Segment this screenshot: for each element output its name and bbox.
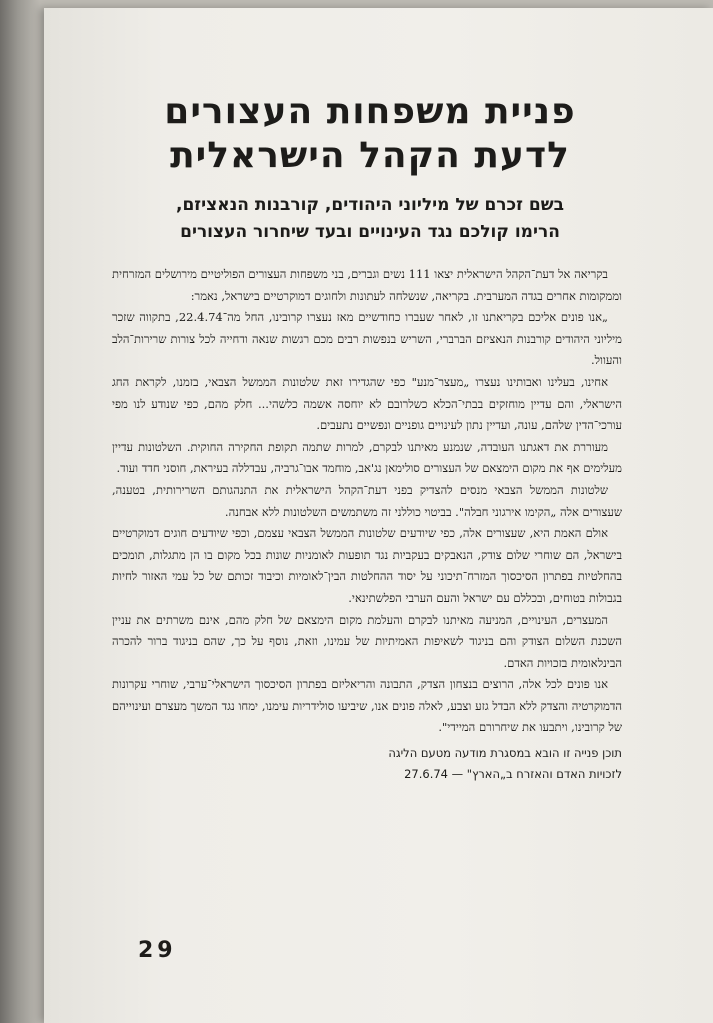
book-page (44, 8, 713, 1023)
paragraph: אחינו, בעלינו ואבותינו נעצרו „מעצר־מנע" כפי שהגדירו זאת שלטונות הממשל הצבאי, בזמנו, לקראת החג הישראלי, והם עדיין מוחזקים בבתי־הכלא כשלרובם לא יוחסה אשמה כלשהי... חלק מהם, כפי שנודע לנו מפי עורכי־הדין שלהם, עונה, ועדיין נתון לעינויים גופניים ונפשיים נתעבים. (112, 374, 622, 433)
subheadline-line: בשם זכרם של מיליוני היהודים, קורבנות הנאציזם, (176, 195, 564, 215)
article (104, 90, 636, 785)
source-note-line: לזכויות האדם והאזרח ב„הארץ" — 27.6.74 (404, 767, 622, 782)
subheadline (104, 192, 636, 246)
page-number: 29 (138, 938, 177, 963)
source-note (104, 743, 636, 785)
paragraph: שלטונות הממשל הצבאי מנסים להצדיק בפני דעת־הקהל הישראלית את התנהגותם השרירותית, בטענה, שעצורים אלה „הקימו אירגוני חבלה". בביטוי כוללני זה משתמשים השלטונות ללא אבחנה. (112, 482, 622, 519)
paragraph: בקריאה אל דעת־הקהל הישראלית יצאו 111 נשים וגברים, בני משפחות העצורים הפוליטיים מירושלים המזרחית וממקומות אחרים בגדה המערבית. בקריאה, שנשלחה לעתונות ולחוגים דמוקרטיים בישראל, נאמר: (112, 267, 622, 303)
source-note-line: תוכן פנייה זו הובא במסגרת מודעה מטעם הליגה (388, 746, 622, 761)
paragraph: אנו פונים לכל אלה, הרוצים בנצחון הצדק, התבונה והריאליזם בפתרון הסיכסוך הישראלי־ערבי, שוחרי עקרונות הדמוקרטיה והצדק ללא הבדל גזע וצבע, לאלה פונים אנו, שיביעו סולידריות עימנו, ימחו נגד המשך מעצרם ועינוייהם של קרובינו, ויתבעו את שיחרורם המיידי". (112, 677, 622, 735)
paragraph: אולם האמת היא, שעצורים אלה, כפי שיודעים שלטונות הממשל הצבאי עצמם, וכפי שיודעים חוגים דמוקרטיים בישראל, הם שוחרי שלום צודק, הנאבקים בעקביות נגד תופעות לאומניות שונות בכל מקום בו הן מתגלות, תומכים בהחלטיות בפתרון הסיכסוך המזרח־תיכוני על יסוד ההחלטות הבין־לאומיות וכיבוד זכותם של כל עמי האזור לחיות בגבולות בטוחים, ובכללם עם ישראל והעם הערבי הפלשתינאי. (112, 526, 622, 605)
paragraph: המעצרים, העינויים, המניעה מאיתנו לבקרם והעלמת מקום הימצאם של חלק מהם, אינם משרתים את עניין השכנת השלום הצודק והם בניגוד לשאיפות האמיתיות של עמינו, וזאת, נוסף על כך, שהם בניגוד ברור להכרה הבינלאומית בזכויות האדם. (112, 612, 622, 670)
paragraph: „אנו פונים אליכם בקריאתנו זו, לאחר שעברו כחודשיים מאז נעצרו קרובינו, החל מה־22.4.74, בתקווה שזכר מיליוני היהודים קורבנות הנאציזם הברברי, השריש בנפשות רבים מכם רגשות שנאה ודחייה לכל צורות שרירות־הלב והעוול. (112, 310, 622, 368)
paragraph: מעוררת את דאגתנו העובדה, שנמנע מאיתנו לבקרם, למרות שתמה תקופת החקירה החוקית. השלטונות עדיין מעלימים אף את מקום הימצאם של העצורים סולימאן נג'אב, מוחמד אבו־גרביה, עבדללה בעיראת, חוסני חדד ועוד. (112, 439, 622, 476)
headline-line: לדעת הקהל הישראלית (170, 135, 570, 176)
headline (104, 90, 636, 178)
subheadline-line: הרימו קולכם נגד העינויים ובעד שיחרור העצורים (180, 222, 560, 242)
article-body (104, 264, 636, 739)
headline-line: פניית משפחות העצורים (164, 91, 576, 132)
